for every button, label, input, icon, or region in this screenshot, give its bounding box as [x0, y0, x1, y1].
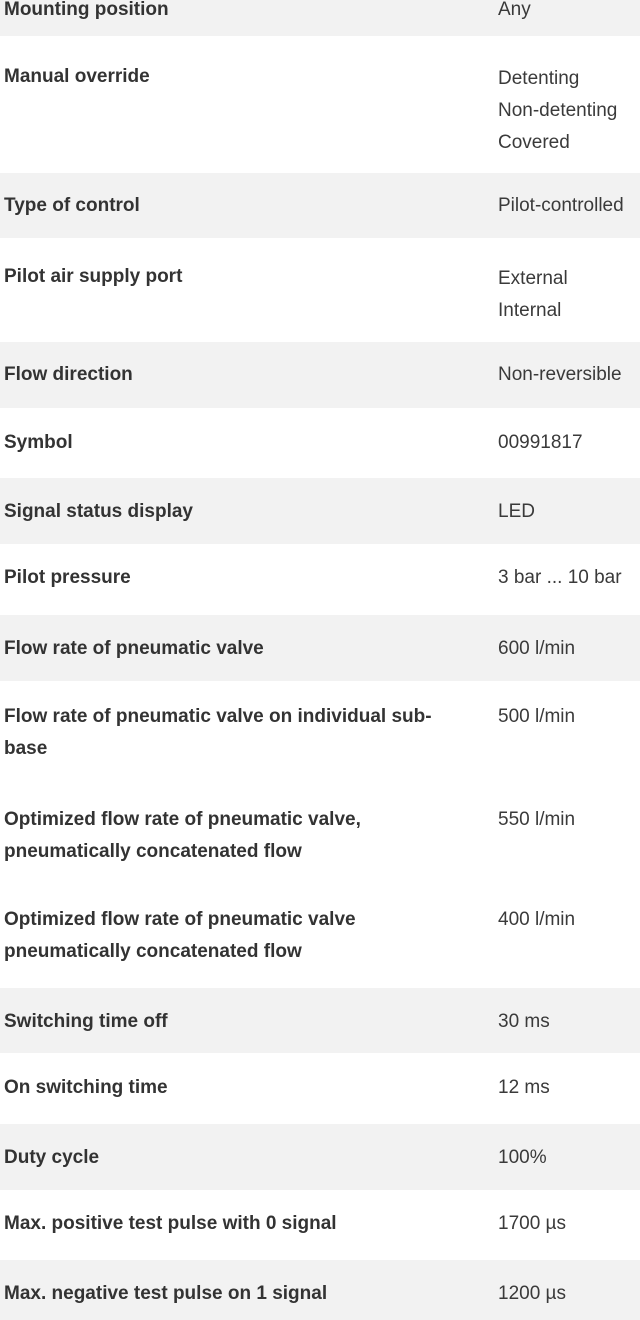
spec-value-line: 1200 µs [498, 1283, 566, 1304]
spec-row [0, 1260, 640, 1320]
spec-value-line: 1700 µs [498, 1213, 566, 1234]
spec-value [498, 0, 531, 26]
spec-value [498, 1142, 547, 1174]
spec-label: Flow rate of pneumatic valve on individual sub-base [4, 706, 432, 759]
spec-row [0, 478, 640, 544]
spec-value-line: 12 ms [498, 1077, 550, 1098]
spec-row [0, 238, 640, 342]
spec-row [0, 681, 640, 784]
spec-label: Optimized flow rate of pneumatic valve pneumatically concatenated flow [4, 909, 356, 962]
spec-row [0, 615, 640, 681]
spec-label: Optimized flow rate of pneumatic valve, pneumatically concatenated flow [4, 809, 361, 862]
spec-row [0, 784, 640, 884]
spec-value [498, 1208, 566, 1240]
spec-label: Switching time off [4, 1011, 168, 1032]
spec-label: On switching time [4, 1077, 168, 1098]
spec-value [498, 359, 622, 391]
spec-value [498, 633, 575, 665]
spec-label: Manual override [4, 66, 150, 87]
spec-value-line: Covered [498, 132, 570, 153]
spec-value-line: 30 ms [498, 1011, 550, 1032]
spec-value-line: Non-reversible [498, 364, 622, 385]
spec-value [498, 496, 535, 528]
spec-value-line: Any [498, 0, 531, 20]
spec-row [0, 173, 640, 238]
spec-value-line: LED [498, 501, 535, 522]
spec-row [0, 988, 640, 1053]
spec-value-line: 3 bar ... 10 bar [498, 567, 622, 588]
spec-value-line: 00991817 [498, 432, 583, 453]
spec-value [498, 904, 575, 936]
spec-label: Max. negative test pulse on 1 signal [4, 1283, 328, 1304]
spec-label: Duty cycle [4, 1147, 100, 1168]
spec-row [0, 408, 640, 478]
spec-value-line: Internal [498, 300, 562, 321]
spec-value [498, 562, 622, 594]
spec-value [498, 1006, 550, 1038]
spec-row [0, 0, 640, 36]
spec-value [498, 190, 624, 222]
spec-label: Pilot pressure [4, 567, 131, 588]
spec-label: Flow rate of pneumatic valve [4, 638, 264, 659]
spec-label: Flow direction [4, 364, 133, 385]
spec-value-line: External [498, 268, 568, 289]
spec-value [498, 804, 575, 836]
spec-value [498, 427, 583, 459]
spec-value [498, 1278, 566, 1310]
spec-value-line: 400 l/min [498, 909, 576, 930]
spec-value-line: 100% [498, 1147, 547, 1168]
spec-value [498, 1072, 550, 1104]
spec-label: Signal status display [4, 501, 193, 522]
spec-row [0, 544, 640, 615]
spec-row [0, 1124, 640, 1190]
spec-value-line: 500 l/min [498, 706, 576, 727]
spec-value-line: 600 l/min [498, 638, 576, 659]
spec-value-line: Pilot-controlled [498, 195, 624, 216]
spec-value-line: Detenting [498, 68, 580, 89]
spec-value-line: 550 l/min [498, 809, 576, 830]
spec-row [0, 1190, 640, 1260]
spec-value [498, 261, 568, 327]
spec-row [0, 1053, 640, 1124]
spec-value [498, 61, 617, 159]
spec-value [498, 701, 575, 733]
spec-row [0, 36, 640, 173]
spec-label: Symbol [4, 432, 73, 453]
spec-label: Mounting position [4, 0, 169, 20]
spec-row [0, 342, 640, 408]
spec-label: Type of control [4, 195, 140, 216]
spec-label: Pilot air supply port [4, 266, 183, 287]
spec-row [0, 884, 640, 988]
spec-value-line: Non-detenting [498, 100, 618, 121]
spec-label: Max. positive test pulse with 0 signal [4, 1213, 337, 1234]
